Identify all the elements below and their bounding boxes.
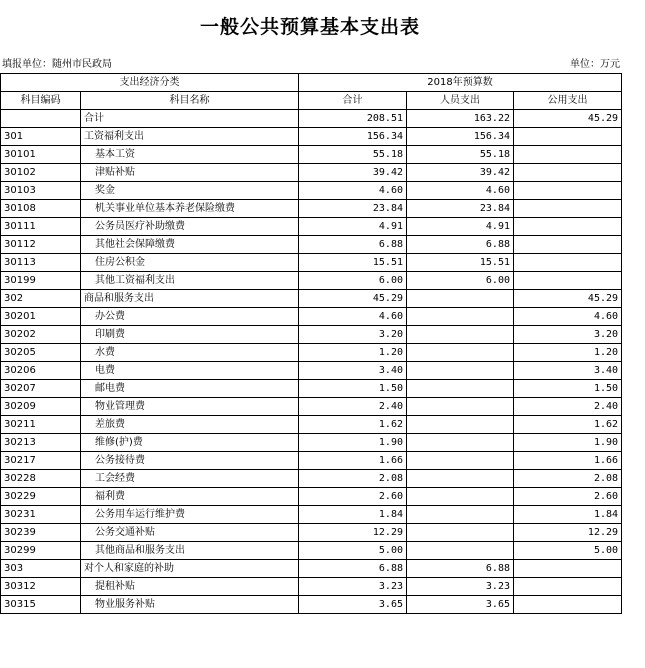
table-row: [1, 452, 622, 470]
row-name: 基本工资: [81, 146, 299, 164]
row-public: 4.60: [514, 308, 622, 326]
currency-unit: 单位：万元: [570, 59, 620, 70]
row-name: 公务员医疗补助缴费: [81, 218, 299, 236]
row-code: 30299: [1, 542, 81, 560]
table-row: [1, 326, 622, 344]
table-row: [1, 398, 622, 416]
row-total: 12.29: [299, 524, 407, 542]
header-total: 合计: [299, 92, 407, 110]
row-code: 30315: [1, 596, 81, 614]
row-public: 2.40: [514, 398, 622, 416]
row-code: 30112: [1, 236, 81, 254]
row-personnel: [407, 362, 514, 380]
row-personnel: [407, 488, 514, 506]
table-row: [1, 380, 622, 398]
row-total: 45.29: [299, 290, 407, 308]
table-header: [1, 74, 622, 110]
row-code: 302: [1, 290, 81, 308]
row-total: 2.40: [299, 398, 407, 416]
row-total: 15.51: [299, 254, 407, 272]
header-group-row: [1, 74, 622, 92]
reporting-unit: 填报单位：随州市民政局: [2, 59, 112, 70]
row-total: 5.00: [299, 542, 407, 560]
row-code: 303: [1, 560, 81, 578]
table-row: [1, 542, 622, 560]
header-public: 公用支出: [514, 92, 622, 110]
row-total: 39.42: [299, 164, 407, 182]
row-public: 1.66: [514, 452, 622, 470]
table-row: [1, 164, 622, 182]
row-personnel: 3.23: [407, 578, 514, 596]
table-row: [1, 218, 622, 236]
row-name: 其他商品和服务支出: [81, 542, 299, 560]
row-code: 30217: [1, 452, 81, 470]
row-public: 45.29: [514, 110, 622, 128]
table-row: [1, 362, 622, 380]
row-personnel: [407, 290, 514, 308]
row-personnel: [407, 398, 514, 416]
row-public: 3.20: [514, 326, 622, 344]
table-body: [1, 110, 622, 614]
row-total: 4.60: [299, 308, 407, 326]
table-row: [1, 434, 622, 452]
row-total: 1.90: [299, 434, 407, 452]
table-row: [1, 128, 622, 146]
row-personnel: 3.65: [407, 596, 514, 614]
row-name: 公务交通补贴: [81, 524, 299, 542]
row-total: 1.62: [299, 416, 407, 434]
row-code: 30207: [1, 380, 81, 398]
row-code: 301: [1, 128, 81, 146]
row-name: 提租补贴: [81, 578, 299, 596]
row-name: 其他社会保障缴费: [81, 236, 299, 254]
row-name: 邮电费: [81, 380, 299, 398]
row-code: 30211: [1, 416, 81, 434]
row-total: 2.60: [299, 488, 407, 506]
row-name: 物业管理费: [81, 398, 299, 416]
table-row: [1, 146, 622, 164]
row-code: 30113: [1, 254, 81, 272]
row-personnel: 6.88: [407, 560, 514, 578]
row-name: 公务用车运行维护费: [81, 506, 299, 524]
table-row: [1, 344, 622, 362]
table-row: [1, 416, 622, 434]
row-personnel: 23.84: [407, 200, 514, 218]
table-row: [1, 290, 622, 308]
row-total: 6.88: [299, 560, 407, 578]
row-name: 差旅费: [81, 416, 299, 434]
row-total: 208.51: [299, 110, 407, 128]
row-personnel: [407, 416, 514, 434]
row-public: [514, 218, 622, 236]
table-row: [1, 596, 622, 614]
row-code: 30312: [1, 578, 81, 596]
row-public: 1.62: [514, 416, 622, 434]
row-name: 公务接待费: [81, 452, 299, 470]
row-personnel: [407, 506, 514, 524]
row-code: 30229: [1, 488, 81, 506]
row-total: 6.88: [299, 236, 407, 254]
row-total: 4.91: [299, 218, 407, 236]
row-total: 23.84: [299, 200, 407, 218]
header-personnel: 人员支出: [407, 92, 514, 110]
row-total: 1.66: [299, 452, 407, 470]
row-code: 30205: [1, 344, 81, 362]
row-total: 1.50: [299, 380, 407, 398]
row-personnel: 6.00: [407, 272, 514, 290]
row-code: 30228: [1, 470, 81, 488]
row-personnel: [407, 470, 514, 488]
table-row: [1, 200, 622, 218]
table-row: [1, 110, 622, 128]
row-code: 30213: [1, 434, 81, 452]
row-name: 福利费: [81, 488, 299, 506]
row-code: 30199: [1, 272, 81, 290]
row-personnel: 15.51: [407, 254, 514, 272]
table-row: [1, 236, 622, 254]
table-row: [1, 272, 622, 290]
row-public: 3.40: [514, 362, 622, 380]
row-public: 45.29: [514, 290, 622, 308]
row-public: 12.29: [514, 524, 622, 542]
row-public: [514, 560, 622, 578]
row-personnel: 55.18: [407, 146, 514, 164]
row-name: 合计: [81, 110, 299, 128]
row-total: 3.65: [299, 596, 407, 614]
row-public: [514, 236, 622, 254]
row-total: 2.08: [299, 470, 407, 488]
row-name: 水费: [81, 344, 299, 362]
row-name: 住房公积金: [81, 254, 299, 272]
row-name: 工会经费: [81, 470, 299, 488]
budget-table: [0, 73, 622, 614]
row-public: [514, 254, 622, 272]
row-code: 30102: [1, 164, 81, 182]
table-row: [1, 560, 622, 578]
row-code: 30231: [1, 506, 81, 524]
row-code: 30206: [1, 362, 81, 380]
row-public: [514, 272, 622, 290]
row-total: 3.20: [299, 326, 407, 344]
row-code: 30202: [1, 326, 81, 344]
row-code: 30239: [1, 524, 81, 542]
table-row: [1, 182, 622, 200]
row-total: 156.34: [299, 128, 407, 146]
row-code: 30101: [1, 146, 81, 164]
row-public: [514, 578, 622, 596]
row-public: [514, 182, 622, 200]
row-name: 办公费: [81, 308, 299, 326]
row-public: 2.08: [514, 470, 622, 488]
row-total: 55.18: [299, 146, 407, 164]
table-row: [1, 254, 622, 272]
row-name: 商品和服务支出: [81, 290, 299, 308]
row-public: [514, 146, 622, 164]
row-name: 维修(护)费: [81, 434, 299, 452]
row-total: 6.00: [299, 272, 407, 290]
row-personnel: [407, 434, 514, 452]
row-code: [1, 110, 81, 128]
row-public: [514, 128, 622, 146]
row-personnel: 6.88: [407, 236, 514, 254]
row-total: 1.20: [299, 344, 407, 362]
row-personnel: [407, 308, 514, 326]
row-total: 3.40: [299, 362, 407, 380]
row-public: 1.20: [514, 344, 622, 362]
row-personnel: 156.34: [407, 128, 514, 146]
table-row: [1, 578, 622, 596]
row-personnel: 4.60: [407, 182, 514, 200]
header-code: 科目编码: [1, 92, 81, 110]
row-code: 30201: [1, 308, 81, 326]
row-personnel: [407, 326, 514, 344]
row-code: 30103: [1, 182, 81, 200]
row-public: [514, 164, 622, 182]
row-public: 2.60: [514, 488, 622, 506]
row-name: 机关事业单位基本养老保险缴费: [81, 200, 299, 218]
row-personnel: 39.42: [407, 164, 514, 182]
header-name: 科目名称: [81, 92, 299, 110]
row-public: 1.90: [514, 434, 622, 452]
row-personnel: [407, 524, 514, 542]
table-row: [1, 470, 622, 488]
row-name: 工资福利支出: [81, 128, 299, 146]
header-group-economic: 支出经济分类: [1, 74, 299, 92]
row-name: 其他工资福利支出: [81, 272, 299, 290]
row-name: 印刷费: [81, 326, 299, 344]
row-name: 物业服务补贴: [81, 596, 299, 614]
row-personnel: 163.22: [407, 110, 514, 128]
row-public: 5.00: [514, 542, 622, 560]
header-group-budget: 2018年预算数: [299, 74, 622, 92]
row-total: 1.84: [299, 506, 407, 524]
row-public: [514, 200, 622, 218]
row-public: [514, 596, 622, 614]
row-personnel: 4.91: [407, 218, 514, 236]
table-row: [1, 488, 622, 506]
row-personnel: [407, 542, 514, 560]
row-name: 津贴补贴: [81, 164, 299, 182]
row-name: 对个人和家庭的补助: [81, 560, 299, 578]
row-code: 30108: [1, 200, 81, 218]
table-row: [1, 506, 622, 524]
row-total: 3.23: [299, 578, 407, 596]
row-code: 30209: [1, 398, 81, 416]
row-name: 电费: [81, 362, 299, 380]
row-personnel: [407, 380, 514, 398]
row-public: 1.84: [514, 506, 622, 524]
row-personnel: [407, 452, 514, 470]
row-total: 4.60: [299, 182, 407, 200]
table-row: [1, 524, 622, 542]
row-name: 奖金: [81, 182, 299, 200]
row-personnel: [407, 344, 514, 362]
table-row: [1, 308, 622, 326]
header-column-row: [1, 92, 622, 110]
row-public: 1.50: [514, 380, 622, 398]
page-title: 一般公共预算基本支出表: [199, 16, 420, 38]
row-code: 30111: [1, 218, 81, 236]
